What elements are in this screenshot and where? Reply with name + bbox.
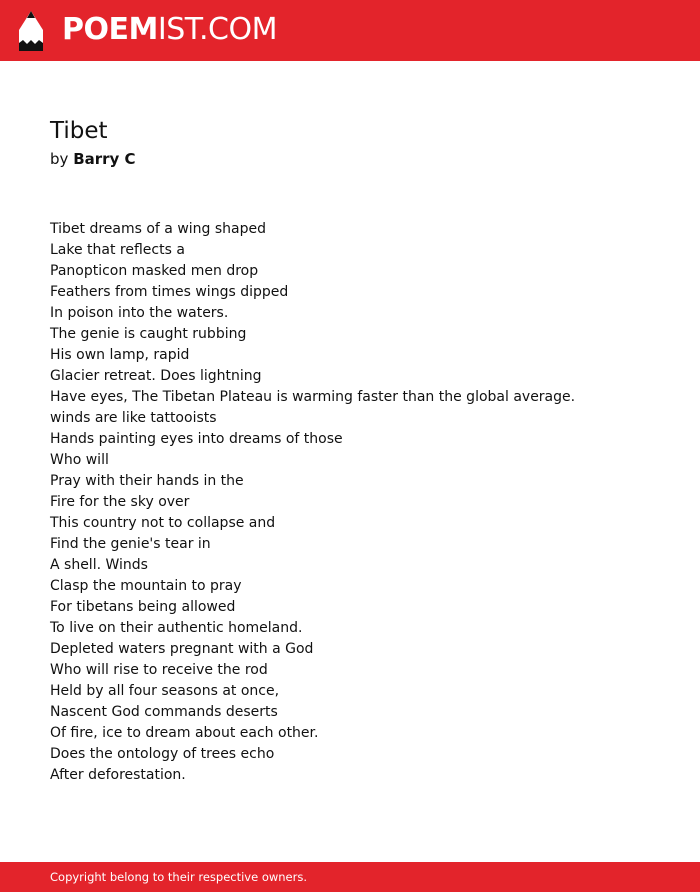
poem-line: The genie is caught rubbing	[50, 326, 247, 342]
copyright-notice: Copyright belong to their respective owners.	[50, 870, 308, 884]
poem-line: To live on their authentic homeland.	[50, 620, 303, 636]
poem-line: Panopticon masked men drop	[50, 263, 259, 279]
poem-title: Tibet	[50, 118, 108, 144]
byline-prefix: by	[50, 150, 69, 168]
pencil-icon	[18, 10, 44, 52]
poem-line: Glacier retreat. Does lightning	[50, 368, 262, 384]
poem-line: Pray with their hands in the	[50, 473, 244, 489]
poem-line: A shell. Winds	[50, 557, 148, 573]
poem-line: After deforestation.	[50, 767, 186, 783]
poem-line: winds are like tattooists	[50, 410, 217, 426]
logo-strong-text: POEM	[62, 12, 158, 47]
site-footer	[0, 862, 700, 892]
poem-line: Tibet dreams of a wing shaped	[50, 221, 267, 237]
logo-light-text: IST.COM	[157, 12, 277, 47]
poem-line: This country not to collapse and	[50, 515, 276, 531]
poem-line: His own lamp, rapid	[50, 347, 190, 363]
poem-line: Clasp the mountain to pray	[50, 578, 242, 594]
site-logo[interactable]	[62, 12, 277, 48]
poem-line: Depleted waters pregnant with a God	[50, 641, 314, 657]
poem-line: Who will	[50, 452, 109, 468]
poem-byline	[50, 149, 136, 169]
poem-line: Who will rise to receive the rod	[50, 662, 268, 678]
poem-line: Of fire, ice to dream about each other.	[50, 725, 319, 741]
poem-line: Fire for the sky over	[50, 494, 190, 510]
poem-line: Does the ontology of trees echo	[50, 746, 275, 762]
poem-author: Barry C	[73, 150, 136, 168]
poem-body	[50, 219, 575, 786]
poem-line: Held by all four seasons at once,	[50, 683, 280, 699]
poem-line: In poison into the waters.	[50, 305, 229, 321]
site-header	[0, 0, 700, 61]
poem-line: Feathers from times wings dipped	[50, 284, 289, 300]
poem-line: Hands painting eyes into dreams of those	[50, 431, 343, 447]
poem-line: Nascent God commands deserts	[50, 704, 278, 720]
poem-line: For tibetans being allowed	[50, 599, 236, 615]
poem-line: Find the genie's tear in	[50, 536, 211, 552]
poem-line: Lake that reflects a	[50, 242, 185, 258]
poem-line: Have eyes, The Tibetan Plateau is warming faster than the global average.	[50, 389, 576, 405]
